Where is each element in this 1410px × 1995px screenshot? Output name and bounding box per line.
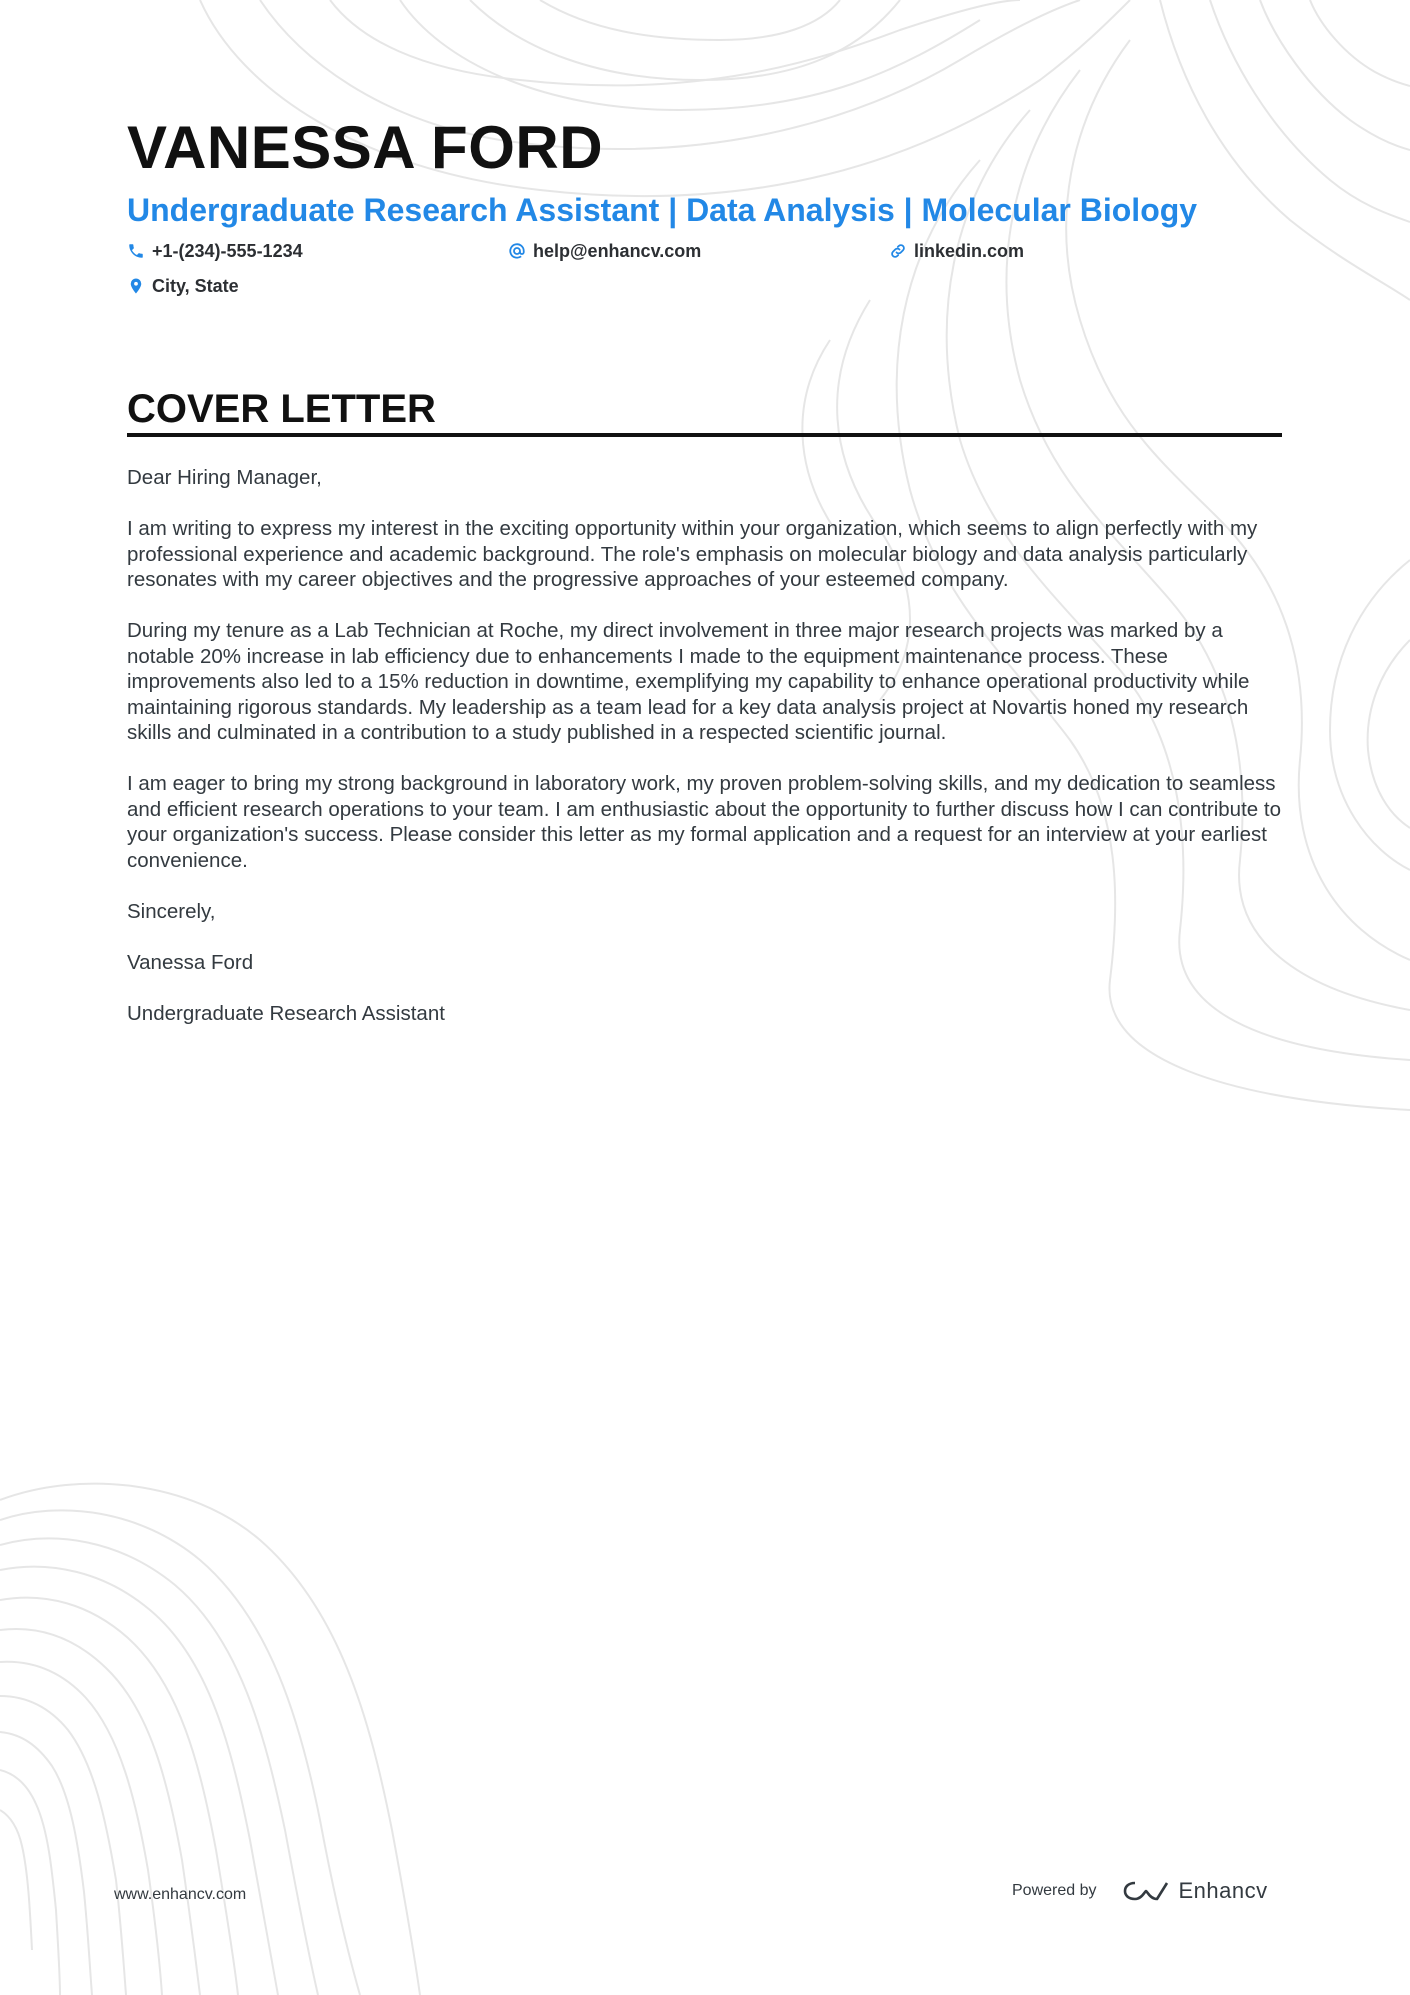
candidate-name: VANESSA FORD [127,114,604,181]
enhancv-logo[interactable] [1123,1878,1268,1904]
letter-paragraph: I am eager to bring my strong background in laboratory work, my proven problem-solving skills, and my dedication to seamless and efficient research operations to your team. I am enthusiastic about the opportunity to further discuss how I can contribute to your organization's success. Please consider this letter as my formal application and a request for an interview at your earliest convenience. [127,772,1281,872]
at-icon [508,242,526,260]
location-pin-icon [127,277,145,295]
contact-link[interactable] [889,239,1024,263]
phone-icon [127,242,145,260]
phone-number: +1-(234)-555-1234 [152,241,303,261]
section-title: COVER LETTER [127,387,436,431]
contact-location [127,274,239,298]
letter-salutation: Dear Hiring Manager, [127,466,322,489]
signature-name: Vanessa Ford [127,950,254,974]
email-address[interactable]: help@enhancv.com [533,241,702,261]
enhancv-logo-icon [1123,1878,1169,1904]
contact-phone [127,239,303,263]
contact-email[interactable] [508,239,701,263]
link-icon [889,242,907,260]
enhancv-wordmark: Enhancv [1178,1878,1268,1903]
letter-body [127,465,1287,1052]
location-text: City, State [152,276,239,296]
letter-paragraph: During my tenure as a Lab Technician at Roche, my direct involvement in three major research projects was marked by a notable 20% increase in lab efficiency due to enhancements I made to the equipment maintenance process. These improvements also led to a 15% reduction in downtime, exemplifying my capability to enhance operational productivity while maintaining rigorous standards. My leadership as a team lead for a key data analysis project at Novartis honed my research skills and culminated in a contribution to a study published in a respected scientific journal. [127,619,1250,744]
footer-website[interactable]: www.enhancv.com [114,1886,247,1903]
candidate-headline: Undergraduate Research Assistant | Data Analysis | Molecular Biology [127,192,1198,228]
powered-by-label: Powered by [1012,1882,1097,1899]
signature-title: Undergraduate Research Assistant [127,1001,445,1025]
section-divider [127,433,1282,437]
footer-branding [1012,1878,1268,1904]
letter-paragraph: I am writing to express my interest in the exciting opportunity within your organization, which seems to align perfectly with my professional experience and academic background. The role's emphasis on molecular biology and data analysis particularly resonates with my career objectives and the progressive approaches of your esteemed company. [127,517,1258,591]
linkedin-link[interactable]: linkedin.com [914,241,1025,261]
letter-closing: Sincerely, [127,899,216,923]
